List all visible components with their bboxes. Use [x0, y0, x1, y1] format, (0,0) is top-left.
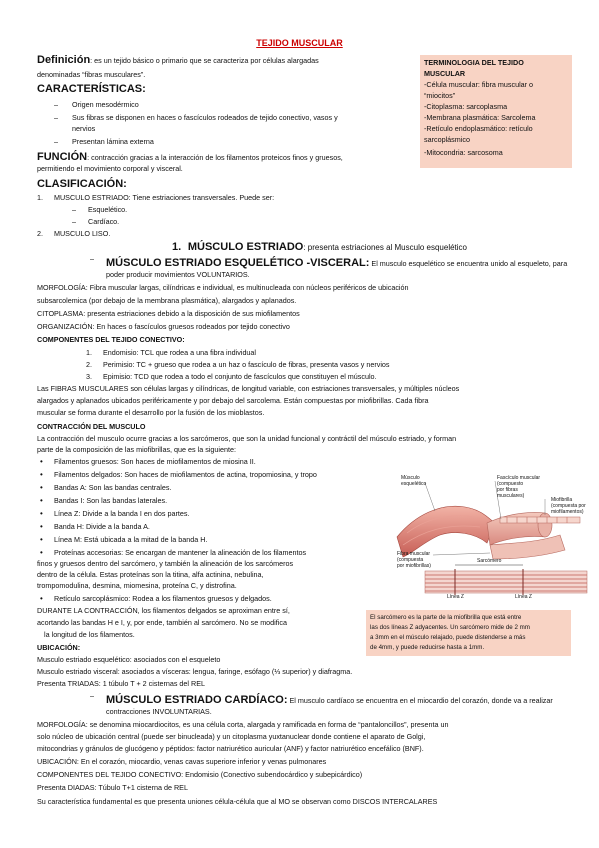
- bullet-item: Filamentos delgados: Son haces de miofilamentos de actina, tropomiosina, y tropo: [54, 470, 317, 479]
- definicion-heading: Definición: [37, 54, 91, 66]
- figure-label: Línea Z: [447, 594, 464, 600]
- esq-organizacion: ORGANIZACIÓN: En haces o fascículos gruesos rodeados por tejido conectivo: [37, 322, 290, 331]
- fibras-text: Las FIBRAS MUSCULARES son células largas y cilíndricas, de longitud variable, con estriaciones transversales, y múltiples núcleos: [37, 384, 460, 393]
- figure-label: (compuesta: [397, 557, 424, 563]
- list-number: 1.: [86, 348, 92, 357]
- card-ubicacion: UBICACIÓN: En el corazón, miocardio, venas cavas superiore inferior y venas pulmonares: [37, 757, 327, 766]
- clasificacion-item: MUSCULO ESTRIADO: Tiene estriaciones transversales. Puede ser:: [54, 193, 275, 202]
- definicion-text2: denominadas “fibras musculares”.: [37, 70, 146, 79]
- cardiaco-text: El musculo cardíaco se encuentra en el miocardio del corazón, donde va a realizar: [287, 696, 553, 705]
- durante-text: DURANTE LA CONTRACCIÓN, los filamentos delgados se aproximan entre sí,: [37, 606, 290, 615]
- triadas-text: Presenta TRIADAS: 1 túbulo T + 2 cisternas del REL: [37, 679, 205, 688]
- ubicacion-heading: UBICACIÓN:: [37, 643, 81, 652]
- contraccion-heading: CONTRACCIÓN DEL MUSCULO: [37, 422, 146, 431]
- bullet-icon: •: [40, 457, 43, 466]
- esq-morfologia: MORFOLOGÍA: Fibra muscular largas, cilíndricas e individual, es multinucleada con núcleos periféricos de ubicación: [37, 283, 409, 292]
- dash-icon: –: [54, 137, 58, 146]
- figure-label: Sarcómero: [477, 558, 502, 564]
- section-number: 1.: [172, 241, 182, 253]
- componente-item: Epimisio: TCD que rodea a todo el conjunto de fascículos que constituyen el músculo.: [103, 372, 377, 381]
- clasificacion-sub: Esquelético.: [88, 205, 128, 214]
- terminologia-item: -Citoplasma: sarcoplasma: [424, 102, 508, 111]
- contraccion-text: parte de la composición de las miofibrillas, que es la siguiente:: [37, 445, 236, 454]
- esqueletico-line1: [106, 257, 567, 269]
- figure-label: Músculo: [401, 475, 420, 481]
- bullet-icon: •: [40, 522, 43, 531]
- bullet-item: Proteínas accesorias: Se encargan de mantener la alineación de los filamentos: [54, 548, 307, 557]
- caption-line: de 4mm, y puede reducirse hasta a 1mm.: [370, 644, 485, 651]
- esq-morfologia: subsarcolemica (por debajo de la membrana plasmática), alargados y aplanados.: [37, 296, 297, 305]
- terminologia-item: -Membrana plasmática: Sarcolema: [424, 113, 536, 122]
- terminologia-item: -Célula muscular: fibra muscular o: [424, 80, 534, 89]
- accesorias-text: finos y gruesos dentro del sarcómero, y también la alineación de los sarcómeros: [37, 559, 294, 568]
- ubicacion-item: Musculo estriado esquelético: asociados con el esqueleto: [37, 655, 221, 664]
- esqueletico-text: El musculo esquelético se encuentra unido al esqueleto, para: [369, 259, 568, 268]
- dash-icon: –: [90, 691, 94, 700]
- figure-label: musculares): [497, 493, 525, 499]
- clasificacion-sub: Cardíaco.: [88, 217, 120, 226]
- list-number: 2.: [37, 229, 43, 238]
- figure-label: Fibra muscular: [397, 551, 431, 557]
- definicion-text1: : es un tejido básico o primario que se caracteriza por células alargadas: [90, 56, 319, 65]
- card-diadas: Presenta DIADAS: Túbulo T+1 cisterna de REL: [37, 783, 188, 792]
- caption-line: las dos líneas Z adyacentes. Un sarcómero mide de 2 mm: [370, 624, 530, 631]
- bullet-icon: •: [40, 594, 43, 603]
- figure-label: (compuesta por: [551, 503, 586, 509]
- muscle-structure-figure: [395, 475, 595, 600]
- fibras-text: muscular se forma durante el desarrollo por la fusión de los mioblastos.: [37, 408, 265, 417]
- bullet-item: Bandas I: Son las bandas laterales.: [54, 496, 168, 505]
- list-number: 1.: [37, 193, 43, 202]
- terminologia-item: -Retículo endoplasmático: retículo: [424, 124, 533, 133]
- esq-citoplasma: CITOPLASMA: presenta estriaciones debido a la disposición de sus miofilamentos: [37, 309, 300, 318]
- fibras-text: alargados y aplanados ubicados periféricamente y por debajo del sarcolema. Están compuestas por miofibrillas. Cada fibra: [37, 396, 429, 405]
- clasificacion-heading: CLASIFICACIÓN:: [37, 178, 127, 190]
- bullet-item: Filamentos gruesos: Son haces de miofilamentos de miosina II.: [54, 457, 256, 466]
- terminologia-item: “miocitos”: [424, 91, 456, 100]
- funcion-text2: permitiendo el movimiento corporal y visceral.: [37, 164, 183, 173]
- componente-item: Endomisio: TCL que rodea a una fibra individual: [103, 348, 257, 357]
- bullet-item: Línea M: Está ubicada a la mitad de la banda H.: [54, 535, 208, 544]
- figure-label: Miofibrilla: [551, 497, 573, 503]
- card-discos: Su característica fundamental es que presenta uniones célula-célula que al MO se observan como DISCOS INTERCALARES: [37, 797, 438, 806]
- caracteristicas-heading: CARACTERÍSTICAS:: [37, 83, 146, 95]
- dash-icon: –: [54, 100, 58, 109]
- caracteristica-item: Origen mesodérmico: [72, 100, 139, 109]
- bullet-icon: •: [40, 535, 43, 544]
- caption-line: El sarcómero es la parte de la miofibrilla que está entre: [370, 614, 522, 621]
- durante-text: la longitud de los filamentos.: [44, 630, 135, 639]
- figure-label: (compuesto: [497, 481, 524, 487]
- section-title: MÚSCULO ESTRIADO: [187, 241, 304, 253]
- clasificacion-item: MUSCULO LISO.: [54, 229, 111, 238]
- figure-label: esquelético: [401, 481, 427, 487]
- figure-label: por miofibrillas): [397, 563, 431, 569]
- caracteristica-item: nervios: [72, 124, 96, 133]
- esqueletico-heading: MÚSCULO ESTRIADO ESQUELÉTICO -VISCERAL:: [106, 257, 370, 269]
- cardiaco-heading: MÚSCULO ESTRIADO CARDÍACO:: [106, 694, 288, 706]
- section-heading: [172, 241, 467, 253]
- definicion-line1: [37, 54, 319, 66]
- dash-icon: –: [90, 254, 94, 263]
- dash-icon: –: [54, 113, 58, 122]
- card-morfologia: mitocondrias y gránulos de glucógeno y péptidos: factor natriurético auricular (ANF) y factor natriurético encefálico (BNF).: [37, 744, 424, 753]
- caption-line: a 3mm en el músculo relajado, puede distenderse a más: [370, 634, 526, 641]
- bullet-icon: •: [40, 483, 43, 492]
- funcion-text1: : contracción gracias a la interacción de los filamentos proteicos finos y gruesos,: [87, 153, 343, 162]
- terminologia-item: -Mitocondria: sarcosoma: [424, 148, 503, 157]
- bullet-icon: •: [40, 509, 43, 518]
- section-subtitle: : presenta estriaciones al Musculo esquelético: [303, 243, 468, 252]
- terminologia-title: TERMINOLOGIA DEL TEJIDO: [424, 58, 524, 67]
- page-title: TEJIDO MUSCULAR: [256, 38, 343, 48]
- accesorias-text: dentro de la célula. Estas proteínas son la titina, alfa actinina, nebulina,: [37, 570, 264, 579]
- caracteristica-item: Sus fibras se disponen en haces o fascículos rodeados de tejido conectivo, vasos y: [72, 113, 338, 122]
- funcion-heading: FUNCIÓN: [37, 151, 88, 163]
- cardiaco-line1: [106, 694, 553, 706]
- figure-label: por fibras: [497, 487, 518, 493]
- figure-label: miofilamentos): [551, 509, 584, 515]
- bullet-icon: •: [40, 470, 43, 479]
- list-number: 3.: [86, 372, 92, 381]
- terminologia-box: [420, 55, 572, 168]
- contraccion-text: La contracción del musculo ocurre gracias a los sarcómeros, que son la unidad funcional y contráctil del músculo estriado, y forman: [37, 434, 457, 443]
- esqueletico-text: poder producir movimientos VOLUNTARIOS.: [106, 270, 250, 279]
- bullet-item: Línea Z: Divide a la banda I en dos partes.: [54, 509, 190, 518]
- bullet-icon: •: [40, 496, 43, 505]
- bullet-item: Banda H: Divide a la banda A.: [54, 522, 150, 531]
- figure-label: Fascículo muscular: [497, 475, 541, 481]
- card-morfologia: solo núcleo de ubicación central (puede ser binucleada) y un citoplasma yuxtanuclear donde contiene el aparato de Golgi,: [37, 732, 426, 741]
- bullet-item: Retículo sarcoplásmico: Rodea a los filamentos gruesos y delgados.: [54, 594, 272, 603]
- figure-label: Línea Z: [515, 594, 532, 600]
- card-morfologia: MORFOLOGÍA: se denomina miocardiocitos, es una célula corta, alargada y ramificada en forma de “pantaloncillos”, presenta un: [37, 720, 449, 729]
- caracteristica-item: Presentan lámina externa: [72, 137, 154, 146]
- terminologia-title: MUSCULAR: [424, 69, 466, 78]
- dash-icon: –: [72, 217, 76, 226]
- funcion-line1: [37, 151, 343, 163]
- bullet-item: Bandas A: Son las bandas centrales.: [54, 483, 172, 492]
- dash-icon: –: [72, 205, 76, 214]
- list-number: 2.: [86, 360, 92, 369]
- terminologia-item: sarcoplásmico: [424, 135, 470, 144]
- durante-text: acortando las bandas H e I, y, por ende, también al sarcómero. No se modifica: [37, 618, 287, 627]
- cardiaco-text: contracciones INVOLUNTARIAS.: [106, 707, 212, 716]
- muscle-diagram-icon: [395, 475, 595, 600]
- sarcomero-caption: [366, 610, 571, 656]
- card-componentes: COMPONENTES DEL TEJIDO CONECTIVO: Endomisio (Conectivo subendocárdico y subepicárdico): [37, 770, 363, 779]
- ubicacion-item: Musculo estriado visceral: asociados a vísceras: lengua, faringe, esófago (⅓ superior) y diafragma.: [37, 667, 353, 676]
- componente-item: Perimisio: TC + grueso que rodea a un haz o fascículo de fibras, presenta vasos y nervios: [103, 360, 390, 369]
- accesorias-text: trompomodulina, desmina, miomesina, proteína C, y distrofina.: [37, 581, 237, 590]
- esq-componentes: COMPONENTES DEL TEJIDO CONECTIVO:: [37, 335, 185, 344]
- bullet-icon: •: [40, 548, 43, 557]
